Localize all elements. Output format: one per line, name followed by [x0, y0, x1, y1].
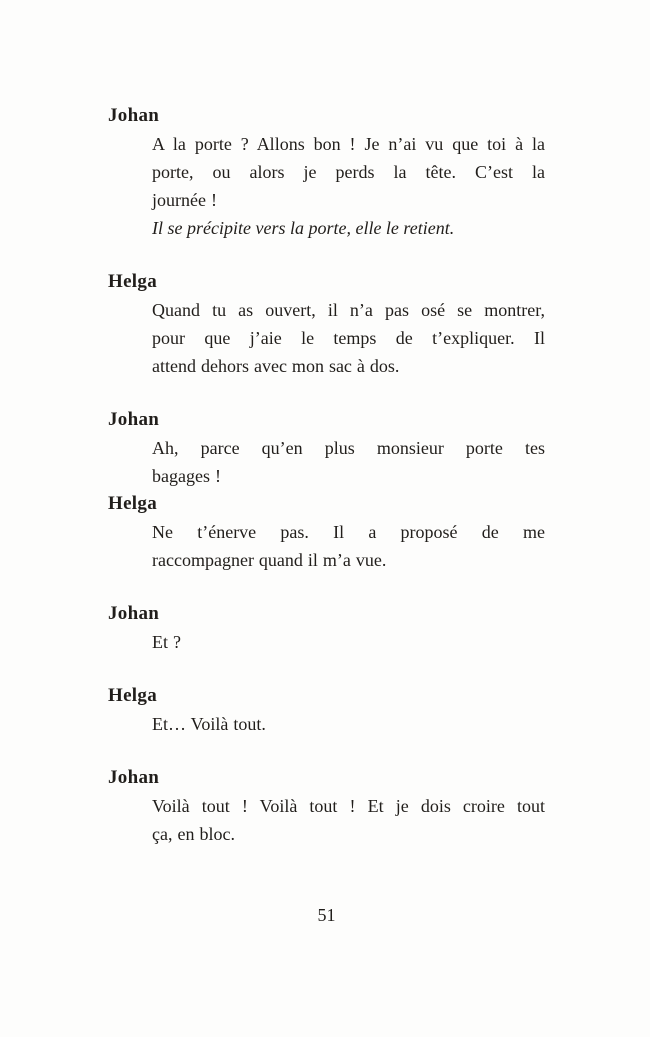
dialogue-line: Quand tu as ouvert, il n’a pas osé se montrer, — [152, 300, 545, 320]
dialogue-paragraph — [152, 792, 545, 848]
dialogue-line: pour que j’aie le temps de t’expliquer. Il — [152, 328, 545, 348]
dialogue-line: Ah, parce qu’en plus monsieur porte tes — [152, 438, 545, 458]
page-number: 51 — [317, 905, 336, 925]
speaker-name: Johan — [108, 105, 160, 126]
speaker-name: Johan — [108, 603, 160, 624]
dialogue-line: Et ? — [152, 632, 181, 652]
dialogue-line: raccompagner quand il m’a vue. — [152, 550, 387, 570]
dialogue-block-johan-4 — [108, 764, 545, 848]
speaker-name: Helga — [108, 271, 157, 292]
dialogue-block-helga-1 — [108, 268, 545, 380]
dialogue-line: Voilà tout ! Voilà tout ! Et je dois croire tout — [152, 796, 545, 816]
dialogue-paragraph — [152, 130, 545, 214]
dialogue-line: bagages ! — [152, 466, 221, 486]
dialogue-paragraph — [152, 434, 545, 490]
dialogue-block-johan-1 — [108, 102, 545, 242]
dialogue-line: ça, en bloc. — [152, 824, 235, 844]
dialogue-line: journée ! — [152, 190, 217, 210]
stage-direction: Il se précipite vers la porte, elle le retient. — [152, 218, 455, 238]
dialogue-block-johan-2 — [108, 406, 545, 490]
dialogue-line: attend dehors avec mon sac à dos. — [152, 356, 400, 376]
speaker-name: Helga — [108, 685, 157, 706]
speaker-name: Johan — [108, 409, 160, 430]
dialogue-block-johan-3 — [108, 600, 545, 656]
speaker-name: Helga — [108, 493, 157, 514]
dialogue-paragraph — [152, 628, 545, 656]
dialogue-paragraph — [152, 710, 545, 738]
dialogue-paragraph — [152, 518, 545, 574]
dialogue-line: Et… Voilà tout. — [152, 714, 266, 734]
speaker-name: Johan — [108, 767, 160, 788]
dialogue-paragraph — [152, 296, 545, 380]
dialogue-line: porte, ou alors je perds la tête. C’est la — [152, 162, 545, 182]
dialogue-block-helga-3 — [108, 682, 545, 738]
dialogue-line: Ne t’énerve pas. Il a proposé de me — [152, 522, 545, 542]
dialogue-block-helga-2 — [108, 490, 545, 574]
dialogue-line: A la porte ? Allons bon ! Je n’ai vu que toi à la — [152, 134, 545, 154]
play-text — [108, 102, 545, 848]
